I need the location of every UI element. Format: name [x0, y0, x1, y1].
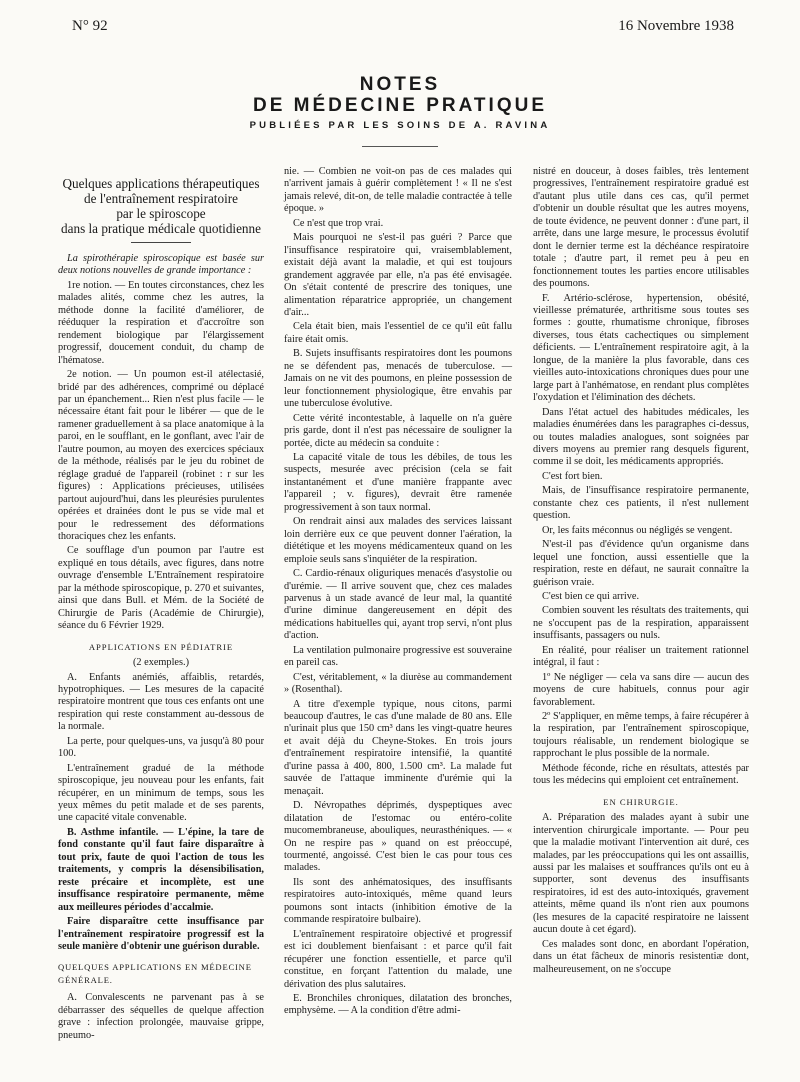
paragraph: A titre d'exemple typique, nous citons, parmi beaucoup d'autres, le cas d'une malade de 80 ans. Elle n'urinait plus que 150 cm³ dans les vingt-quatre heures et avait déjà du Cheyne-Stokes. En trois jours d'entraînement respiratoire intensifié, la quantité d'urine passa à 400, 800, 1.500 cm³. La malade fut sauvée de l'attaque imminente d'urémie qui la menaçait.: [284, 698, 512, 797]
paragraph: La spirothérapie spiroscopique est basée sur deux notions nouvelles de grande importance :: [58, 253, 264, 277]
paragraph: Ils sont des anhématosiques, des insuffisants respiratoires auto-intoxiqués, même quand leurs poumons sont intacts (inhibition émotive de la commande respiratoire bulbaire).: [284, 876, 512, 926]
paragraph: Cette vérité incontestable, à laquelle on n'a guère pris garde, dont il n'est pas nécessaire de souligner la portée, dicte au médecin sa conduite :: [284, 412, 512, 449]
paragraph: L'entraînement respiratoire objectivé et progressif est ici doublement bienfaisant : et parce qu'il fait récupérer une fonction essentielle, et parce qu'il constitue, en forçant l'attention du malade, une dérivation des plus salutaires.: [284, 928, 512, 990]
title-rule: [131, 242, 191, 243]
paragraph: nie. — Combien ne voit-on pas de ces malades qui n'arrivent jamais à guérir complètement ! « Il ne s'est jamais relevé, dit-on, de telle maladie contractée à telle époque. »: [284, 166, 512, 215]
paragraph: A. Préparation des malades ayant à subir une intervention chirurgicale importante. — Pour peu que la maladie motivant l'intervention ait duré, ces malades, par les préoccupations qui les ont assaillis, aussi par les malaises et souffrances qu'ils ont eu à supporter, sont devenus des insuffisants respiratoires, id est des auto-intoxiqués, gravement atteints, même quand ils n'ont rien aux poumons (les mesures de la capacité respiratoire ne laissent aucun doute à cet égard).: [533, 812, 749, 936]
paragraph: B. Sujets insuffisants respiratoires dont les poumons ne se défendent pas, menacés de tuberculose. — Jamais on ne vit des poumons, en pleine possession de leur fonctionnement physiologique, être envahis par une tuberculose évolutive.: [284, 348, 512, 410]
paragraph: A. Convalescents ne parvenant pas à se débarrasser des séquelles de quelque affection grave : infection prolongée, mauvaise grippe, pneumo-: [58, 992, 264, 1041]
section-subheading: (2 exemples.): [132, 657, 190, 669]
paragraph: D. Névropathes déprimés, dyspeptiques avec dilatation de l'estomac ou entéro-colite mucomembraneuse, abouliques, neurasthéniques. — « On ne respire pas » quand on est préoccupé, tourmenté, angoissé. C'est bien le cas pour tous ces malades.: [284, 800, 512, 874]
paragraph: C'est, véritablement, « la diurèse au commandement » (Rosenthal).: [284, 671, 512, 696]
article-title-line: de l'entraînement respiratoire: [84, 191, 238, 206]
paragraph: C. Cardio-rénaux oliguriques menacés d'asystolie ou d'urémie. — Il arrive souvent que, chez ces malades parvenus à un stade avancé de leur mal, la quantité d'urine diminue dangereusement en dépit des médications habituelles qui, ayant trop servi, n'ont plus d'action.: [284, 568, 512, 642]
masthead-line-3: PUBLIÉES PAR LES SOINS DE A. RAVINA: [249, 120, 551, 131]
paragraph: B. Asthme infantile. — L'épine, la tare de fond constante qu'il faut faire disparaître à tout prix, faute de quoi l'action de tous les traitements, y compris la désensibilisation, reste précaire et incomplète, est une insuffisance respiratoire permanente, même aux meilleures périodes d'accalmie.: [58, 826, 264, 913]
section-heading: EN CHIRURGIE.: [603, 796, 679, 807]
issue-date: 16 Novembre 1938: [618, 18, 734, 34]
paragraph: C'est bien ce qui arrive.: [542, 590, 640, 602]
paragraph: Mais, de l'insuffisance respiratoire permanente, constante chez ces patients, il n'est nullement question.: [533, 485, 749, 522]
paragraph: Ce n'est que trop vrai.: [293, 217, 384, 229]
article-title: [58, 176, 264, 236]
paragraph: 2e notion. — Un poumon est-il atélectasié, bridé par des adhérences, comprimé ou déplacé par un épanchement... Rien n'est plus facile — le nécessaire étant fait pour le libérer — que de le ramener graduellement à sa place anatomique à la paroi, en le soufflant, en le gonflant, avec l'air de l'autre poumon, au moyen des exercices spéciaux de la méthode, réalisés par le jeu du robinet de réglage gradué de l'appareil (robinet : r sur les figures) : Applications précieuses, utilisées partout aujourd'hui, dans les pleurésies purulentes opérées et drainées dont le pus se vide mal et pour le redressement des déformations thoraciques chez les enfants.: [58, 369, 264, 542]
paragraph: La capacité vitale de tous les débiles, de tous les suspects, mesurée avec précision (cela se fait instantanément et d'une manière frappante avec l'appareil ; v. figures), devrait être ramenée progressivement à son taux normal.: [284, 451, 512, 513]
column-3: [533, 166, 749, 978]
paragraph: Méthode féconde, riche en résultats, attestés par tous les médecins qui emploient cet entraînement.: [533, 762, 749, 787]
paragraph: A. Enfants anémiés, affaiblis, retardés, hypotrophiques. — Les mesures de la capacité respiratoire montrent que tous ces enfants ont une respiration qui reste constamment au-dessous de la normale.: [58, 671, 264, 733]
article-title-line: Quelques applications thérapeutiques: [62, 176, 260, 191]
paragraph: Ces malades sont donc, en abordant l'opération, dans un état fâcheux de minoris resistentiæ dont, malheureusement, on ne s'occupe: [533, 938, 749, 975]
paragraph: Ce soufflage d'un poumon par l'autre est expliqué en tous détails, avec figures, dans notre ouvrage d'ensemble L'Entraînement respiratoire par la méthode spiroscopique, p. 270 et suivantes, ainsi que dans Bull. et Mém. de la Société de Chirurgie de Paris (Académie de Chirurgie), séance du 6 Février 1929.: [58, 545, 264, 632]
article-title-line: par le spiroscope: [116, 206, 206, 221]
paragraph: La perte, pour quelques-uns, va jusqu'à 80 pour 100.: [58, 735, 264, 760]
paragraph: E. Bronchiles chroniques, dilatation des bronches, emphysème. — A la condition d'être admi-: [284, 993, 512, 1017]
paragraph: 2º S'appliquer, en même temps, à faire récupérer à la respiration, par l'entraînement spiroscopique, toujours réalisable, un rendement biologique se rapprochant le plus possible de la normale.: [533, 711, 749, 760]
paragraph: Or, les faits méconnus ou négligés se vengent.: [542, 524, 733, 536]
paragraph: Mais pourquoi ne s'est-il pas guéri ? Parce que l'insuffisance respiratoire qui, vraisemblablement, existait déjà avant la maladie, et qui est toujours grandement aggravée par elle, n'a pas été envisagée. On s'était contenté de prescrire des toniques, une alimentation réparatrice appropriée, un changement d'air...: [284, 232, 512, 318]
paragraph: C'est fort bien.: [542, 470, 603, 482]
paragraph: Dans l'état actuel des habitudes médicales, les maladies énumérées dans les paragraphes ci-dessus, ou toutes maladies analogues, sont soignées par divers moyens au premier rang desquels figurent, comme il se doit, les médicaments appropriés.: [533, 406, 749, 468]
paragraph: Faire disparaître cette insuffisance par l'entraînement respiratoire progressif est la seule manière d'obtenir une guérison durable.: [58, 916, 264, 953]
paragraph: En réalité, pour réaliser un traitement rationnel intégral, il faut :: [533, 644, 749, 669]
paragraph: F. Artério-sclérose, hypertension, obésité, vieillesse prématurée, arthritisme sous toutes ses formes : goutte, rhumatisme chronique, fibroses diverses, tous états cachectiques ou simplement déficients. — L'entraînement respiratoire agit, à la longue, de la manière la plus favorable, dans ces vieilles auto-intoxications chroniques dues pour une large part à l'anhématose, en rendant plus complètes l'oxydation et l'élimination des déchets.: [533, 292, 749, 404]
section-heading: APPLICATIONS EN PÉDIATRIE: [88, 641, 234, 652]
paragraph: On rendrait ainsi aux malades des services laissant loin derrière eux ce que peuvent donner l'aération, la diététique et les moyens médicamenteux quand on les emploie seuls sans s'inquiéter de la respiration.: [284, 516, 512, 565]
paragraph: L'entraînement gradué de la méthode spiroscopique, jeu nouveau pour les enfants, fait récupérer, en un minimum de temps, sous les yeux mêmes du petit malade et de ses parents, une capacité vitale convenable.: [58, 762, 264, 824]
paragraph: Cela était bien, mais l'essentiel de ce qu'il eût fallu faire était omis.: [284, 321, 512, 345]
paragraph: La ventilation pulmonaire progressive est souveraine en pareil cas.: [284, 644, 512, 669]
issue-number: N° 92: [72, 18, 108, 34]
masthead-line-1: NOTES: [359, 74, 441, 95]
masthead-rule: [362, 146, 438, 147]
masthead-line-2: DE MÉDECINE PRATIQUE: [252, 95, 547, 116]
paragraph: 1º Ne négliger — cela va sans dire — aucun des moyens de cure habituels, connus pour agir favorablement.: [533, 671, 749, 708]
column-2: [284, 166, 512, 1020]
paragraph: Combien souvent les résultats des traitements, qui ne s'occupent pas de la respiration, apparaissent insuffisants, passagers ou nuls.: [533, 605, 749, 642]
section-heading: QUELQUES APPLICATIONS EN MÉDECINE GÉNÉRALE.: [58, 962, 252, 985]
paragraph: 1re notion. — En toutes circonstances, chez les malades alités, comme chez les autres, la méthode donne la facilité d'améliorer, de rééduquer la respiration et d'accroître son rendement biologique par l'élargissement progressif, doucement conduit, du champ de l'hématose.: [58, 279, 264, 366]
paragraph: nistré en douceur, à doses faibles, très lentement progressives, l'entraînement respiratoire gradué est d'autant plus utile dans ces cas, qu'il permet d'obtenir un double résultat que les autres moyens, de toute évidence, ne peuvent donner : d'une part, il arrête, dans une large mesure, le processus évolutif dont le dernier terme est la déchéance respiratoire totale ; d'autre part, il remet peu à peu en fonctionnement toutes les parties encore utilisables des poumons.: [533, 166, 749, 290]
column-1: [58, 166, 264, 1044]
paragraph: N'est-il pas d'évidence qu'un organisme dans lequel une fonction, aussi essentielle que la respiration, reste en défaut, ne saurait connaître la guérison vraie.: [533, 539, 749, 588]
article-title-line: dans la pratique médicale quotidienne: [61, 221, 261, 236]
